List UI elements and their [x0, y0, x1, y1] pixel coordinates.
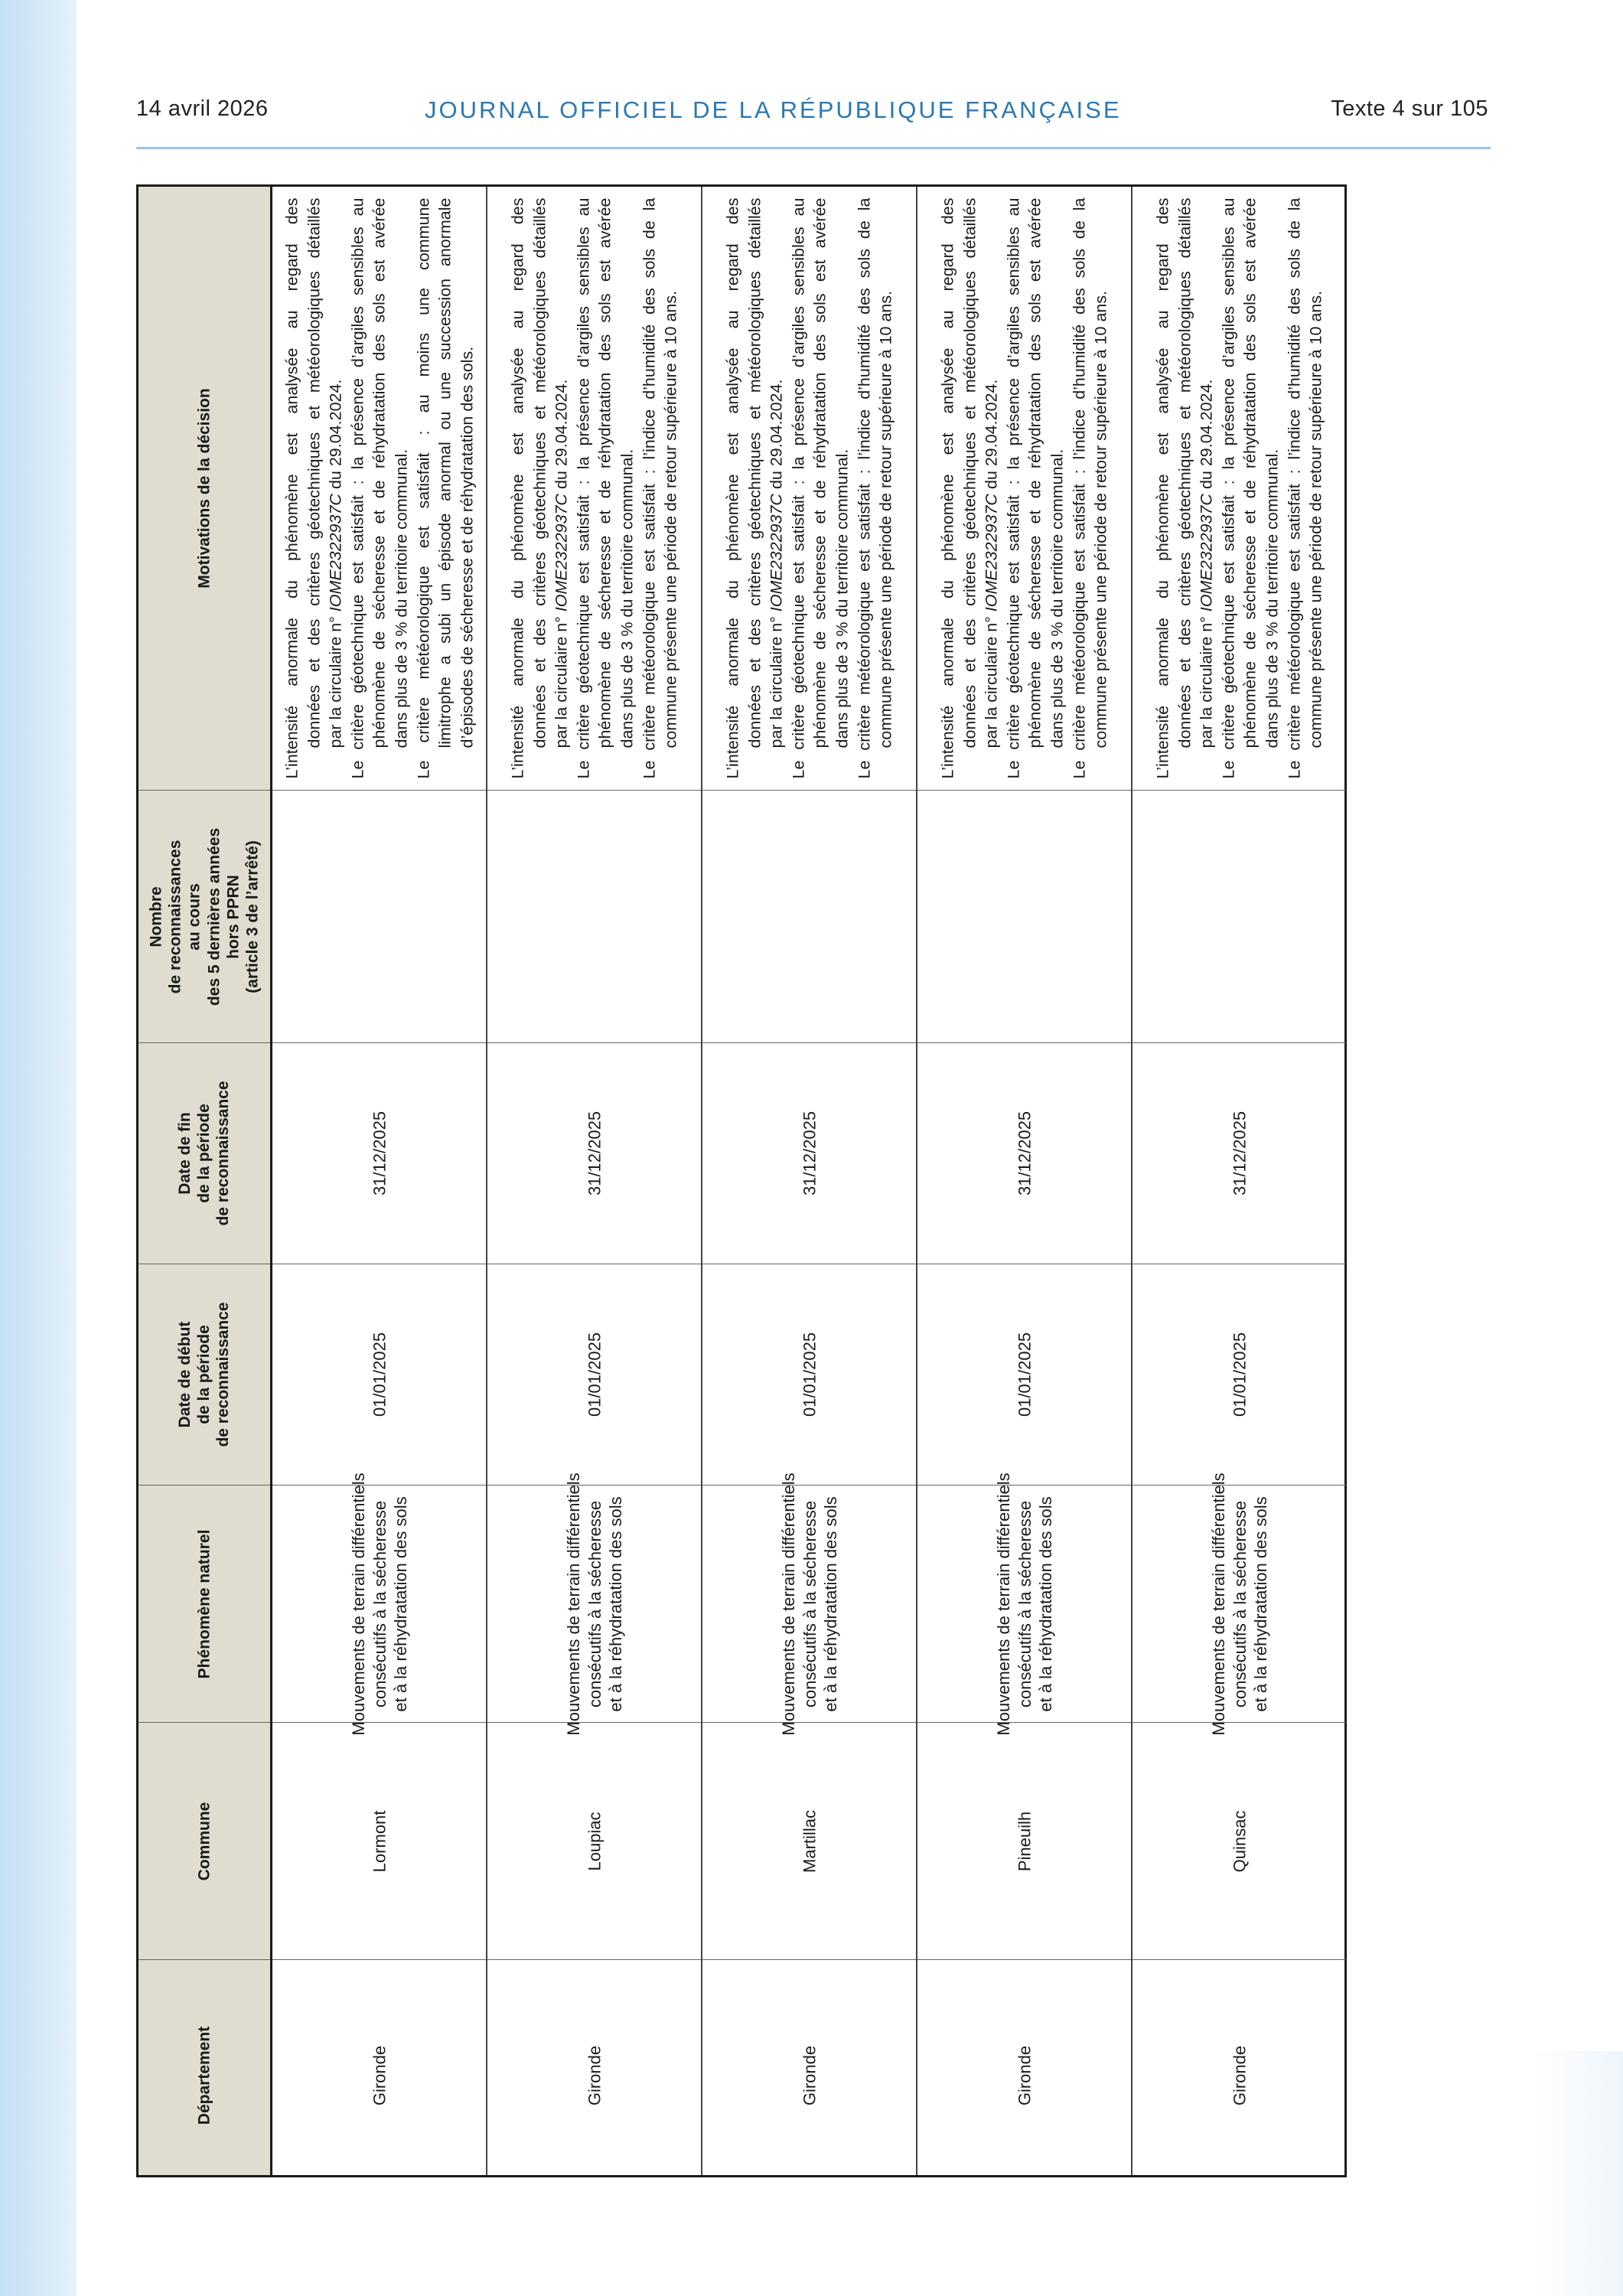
- motivation-line: commune présente une période de retour supérieure à 10 ans.: [661, 290, 680, 748]
- header-rule: [136, 147, 1491, 149]
- cell-date-debut: [702, 1264, 916, 1486]
- motivation-line: données et des critères géotechniques et météorologiques détaillés: [530, 197, 549, 748]
- motivation-line: commune présente une période de retour supérieure à 10 ans.: [1306, 290, 1325, 748]
- column-header-nombre-line: Nombre: [147, 885, 165, 947]
- phenomene-text-line: Mouvements de terrain différentiels: [563, 1472, 583, 1736]
- cell-date-debut: [272, 1264, 486, 1486]
- motivation-line: Le critère météorologique est satisfait : l’indice d’humidité des sols de la: [1284, 197, 1303, 779]
- motivation-text: [722, 198, 897, 779]
- motivation-line: par la circulaire n° IOME2322937C du 29.04.2024.: [552, 379, 571, 748]
- phenomene-text-line: Mouvements de terrain différentiels: [778, 1472, 798, 1736]
- phenomene-text-line: Mouvements de terrain différentiels: [993, 1472, 1013, 1736]
- header-date: 14 avril 2026: [136, 96, 269, 121]
- cell-commune: [1133, 1723, 1346, 1960]
- departement-value: Gironde: [369, 2045, 389, 2105]
- date-fin-value: 31/12/2025: [584, 1110, 604, 1196]
- motivation-line: phénomène de sécheresse et de réhydratation des sols est avérée: [370, 197, 389, 748]
- phenomene-text-line: consécutifs à la sécheresse: [1229, 1500, 1249, 1707]
- motivation-line: phénomène de sécheresse et de réhydratation des sols est avérée: [1025, 197, 1045, 748]
- column-header-date-fin-line: Date de fin: [176, 1112, 194, 1195]
- motivation-line: L’intensité anormale du phénomène est analysée au regard des: [1153, 197, 1172, 779]
- motivation-line: Le critère géotechnique est satisfait : la présence d’argiles sensibles au: [1218, 197, 1237, 779]
- commune-value: Loupiac: [584, 1811, 604, 1871]
- cell-nombre: [917, 791, 1131, 1043]
- phenomene-text: [347, 1473, 411, 1735]
- commune-value: Quinsac: [1229, 1810, 1249, 1872]
- motivation-line: données et des critères géotechniques et météorologiques détaillés: [745, 197, 764, 748]
- cell-phenomene: [917, 1472, 1131, 1736]
- column-header-phenomene: Phénomène naturel: [195, 1529, 213, 1678]
- cell-phenomene: [487, 1472, 701, 1736]
- cell-departement: [1133, 1960, 1346, 2190]
- cell-date-debut: [1133, 1264, 1346, 1486]
- motivation-line: phénomène de sécheresse et de réhydratation des sols est avérée: [810, 197, 829, 748]
- column-header-nombre-line: au cours: [185, 882, 204, 951]
- column-header-nombre: [146, 827, 262, 1005]
- date-fin-value: 31/12/2025: [369, 1110, 389, 1196]
- motivation-text: [507, 198, 682, 779]
- column-header-date-debut-line: de la période: [195, 1325, 213, 1424]
- column-header-date-debut: [175, 1302, 233, 1446]
- motivation-line: Le critère météorologique est satisfait : l’indice d’humidité des sols de la: [854, 197, 873, 779]
- phenomene-text: [992, 1473, 1056, 1735]
- departement-value: Gironde: [1229, 2045, 1249, 2105]
- cell-date-debut: [917, 1264, 1131, 1486]
- cell-nombre: [702, 791, 916, 1043]
- motivation-text: [937, 198, 1112, 779]
- phenomene-text-line: consécutifs à la sécheresse: [369, 1500, 389, 1707]
- column-header-date-fin: [175, 1081, 233, 1225]
- header-cell-commune: [139, 1723, 270, 1960]
- column-header-nombre-line: de reconnaissances: [166, 840, 184, 993]
- motivation-line: dans plus de 3 % du territoire communal.: [833, 448, 852, 748]
- column-header-nombre-line: hors PPRN: [224, 874, 243, 959]
- motivation-line: d’épisodes de sécheresse et de réhydratation des sols.: [457, 346, 476, 748]
- motivation-line: Le critère géotechnique est satisfait : la présence d’argiles sensibles au: [573, 197, 592, 779]
- page-corner-shadow: [1531, 2051, 1623, 2296]
- table-row: [487, 187, 702, 2175]
- date-fin-value: 31/12/2025: [799, 1110, 819, 1196]
- departement-value: Gironde: [1014, 2045, 1034, 2105]
- motivation-line: Le critère géotechnique est satisfait : la présence d’argiles sensibles au: [788, 197, 807, 779]
- motivation-line: données et des critères géotechniques et météorologiques détaillés: [960, 197, 979, 748]
- motivation-line: dans plus de 3 % du territoire communal.: [1048, 448, 1067, 748]
- phenomene-text-line: consécutifs à la sécheresse: [799, 1500, 819, 1707]
- decision-table: [136, 184, 1347, 2177]
- column-header-departement: Département: [195, 2026, 213, 2125]
- table-row: [702, 187, 917, 2175]
- motivation-line: commune présente une période de retour supérieure à 10 ans.: [876, 290, 895, 748]
- cell-commune: [487, 1723, 701, 1960]
- motivation-line: phénomène de sécheresse et de réhydratation des sols est avérée: [595, 197, 614, 748]
- cell-phenomene: [1133, 1472, 1346, 1736]
- column-header-nombre-line: des 5 dernières années: [205, 827, 223, 1006]
- header-cell-departement: [139, 1960, 270, 2190]
- phenomene-text-line: et à la réhydratation des sols: [605, 1495, 625, 1712]
- phenomene-text-line: et à la réhydratation des sols: [820, 1495, 840, 1712]
- motivation-line: par la circulaire n° IOME2322937C du 29.04.2024.: [326, 379, 345, 748]
- column-header-date-debut-line: Date de début: [176, 1321, 194, 1428]
- phenomene-text: [777, 1473, 841, 1735]
- column-header-nombre-line: (article 3 de l’arrêté): [243, 840, 262, 993]
- date-debut-value: 01/01/2025: [1229, 1332, 1249, 1417]
- cell-motivations: [1133, 187, 1346, 791]
- motivation-line: Le critère météorologique est satisfait : au moins une commune: [413, 197, 432, 779]
- header-cell-date-fin: [139, 1043, 270, 1264]
- cell-motivations: [487, 187, 701, 791]
- phenomene-text-line: et à la réhydratation des sols: [1250, 1495, 1270, 1712]
- phenomene-text-line: consécutifs à la sécheresse: [584, 1500, 604, 1707]
- motivation-line: Le critère météorologique est satisfait : l’indice d’humidité des sols de la: [639, 197, 658, 779]
- cell-departement: [272, 1960, 486, 2190]
- cell-phenomene: [702, 1472, 916, 1736]
- motivation-line: phénomène de sécheresse et de réhydratation des sols est avérée: [1240, 197, 1260, 748]
- motivation-line: Le critère géotechnique est satisfait : la présence d’argiles sensibles au: [347, 197, 367, 779]
- motivation-line: L’intensité anormale du phénomène est analysée au regard des: [723, 197, 742, 779]
- cell-date-fin: [272, 1043, 486, 1264]
- table-header-row: [139, 187, 272, 2175]
- cell-date-fin: [1133, 1043, 1346, 1264]
- date-debut-value: 01/01/2025: [1014, 1332, 1034, 1417]
- column-header-commune: Commune: [195, 1802, 213, 1880]
- column-header-date-fin-line: de la période: [195, 1104, 213, 1203]
- column-header-date-fin-line: de reconnaissance: [214, 1081, 233, 1226]
- motivation-line: commune présente une période de retour supérieure à 10 ans.: [1091, 290, 1110, 748]
- cell-date-fin: [702, 1043, 916, 1264]
- header-cell-date-debut: [139, 1264, 270, 1486]
- cell-departement: [487, 1960, 701, 2190]
- phenomene-text-line: et à la réhydratation des sols: [390, 1495, 410, 1712]
- commune-value: Lormont: [369, 1810, 389, 1872]
- phenomene-text: [562, 1473, 626, 1735]
- motivation-text: [281, 198, 477, 779]
- column-header-date-debut-line: de reconnaissance: [214, 1302, 233, 1447]
- cell-departement: [917, 1960, 1131, 2190]
- cell-commune: [702, 1723, 916, 1960]
- motivation-text: [1152, 198, 1327, 779]
- phenomene-text-line: et à la réhydratation des sols: [1035, 1495, 1055, 1712]
- motivation-line: par la circulaire n° IOME2322937C du 29.04.2024.: [982, 379, 1001, 748]
- motivation-line: L’intensité anormale du phénomène est analysée au regard des: [938, 197, 957, 779]
- page-left-band: [0, 0, 77, 2296]
- cell-commune: [917, 1723, 1131, 1960]
- motivation-line: par la circulaire n° IOME2322937C du 29.04.2024.: [1197, 379, 1216, 748]
- table-row: [917, 187, 1133, 2175]
- date-debut-value: 01/01/2025: [584, 1332, 604, 1417]
- header-cell-motivations: [139, 187, 270, 791]
- cell-departement: [702, 1960, 916, 2190]
- table-row: [272, 187, 487, 2175]
- phenomene-text-line: Mouvements de terrain différentiels: [1208, 1472, 1228, 1736]
- header-cell-phenomene: [139, 1486, 270, 1723]
- departement-value: Gironde: [584, 2045, 604, 2105]
- journal-title: JOURNAL OFFICIEL DE LA RÉPUBLIQUE FRANÇAISE: [425, 96, 1122, 123]
- cell-date-debut: [487, 1264, 701, 1486]
- motivation-line: Le critère géotechnique est satisfait : la présence d’argiles sensibles au: [1003, 197, 1022, 779]
- motivation-line: L’intensité anormale du phénomène est analysée au regard des: [508, 197, 527, 779]
- phenomene-text-line: Mouvements de terrain différentiels: [348, 1472, 368, 1736]
- motivation-line: L’intensité anormale du phénomène est analysée au regard des: [282, 197, 301, 779]
- motivation-line: Le critère météorologique est satisfait : l’indice d’humidité des sols de la: [1069, 197, 1088, 779]
- cell-phenomene: [272, 1472, 486, 1736]
- commune-value: Martillac: [799, 1809, 819, 1873]
- cell-motivations: [702, 187, 916, 791]
- date-debut-value: 01/01/2025: [799, 1332, 819, 1417]
- table-row: [1133, 187, 1346, 2175]
- column-header-motivations: Motivations de la décision: [195, 388, 213, 589]
- motivation-line: dans plus de 3 % du territoire communal.: [391, 448, 410, 748]
- cell-nombre: [1133, 791, 1346, 1043]
- departement-value: Gironde: [799, 2045, 819, 2105]
- cell-motivations: [272, 187, 486, 791]
- motivation-line: dans plus de 3 % du territoire communal.: [618, 448, 637, 748]
- motivation-line: dans plus de 3 % du territoire communal.: [1263, 448, 1282, 748]
- motivation-line: données et des critères géotechniques et météorologiques détaillés: [304, 197, 323, 748]
- date-debut-value: 01/01/2025: [369, 1332, 389, 1417]
- motivation-line: limitrophe a subi un épisode anormal ou une succession anormale: [435, 197, 454, 748]
- phenomene-text: [1207, 1473, 1271, 1735]
- phenomene-text-line: consécutifs à la sécheresse: [1014, 1500, 1034, 1707]
- header-texte-number: Texte 4 sur 105: [1331, 96, 1488, 121]
- cell-date-fin: [487, 1043, 701, 1264]
- cell-commune: [272, 1723, 486, 1960]
- date-fin-value: 31/12/2025: [1229, 1110, 1249, 1196]
- motivation-line: par la circulaire n° IOME2322937C du 29.04.2024.: [767, 379, 786, 748]
- header-cell-nombre: [139, 791, 270, 1043]
- motivation-line: données et des critères géotechniques et météorologiques détaillés: [1175, 197, 1194, 748]
- cell-nombre: [487, 791, 701, 1043]
- commune-value: Pineuilh: [1014, 1811, 1034, 1871]
- cell-motivations: [917, 187, 1131, 791]
- cell-nombre: [272, 791, 486, 1043]
- cell-date-fin: [917, 1043, 1131, 1264]
- date-fin-value: 31/12/2025: [1014, 1110, 1034, 1196]
